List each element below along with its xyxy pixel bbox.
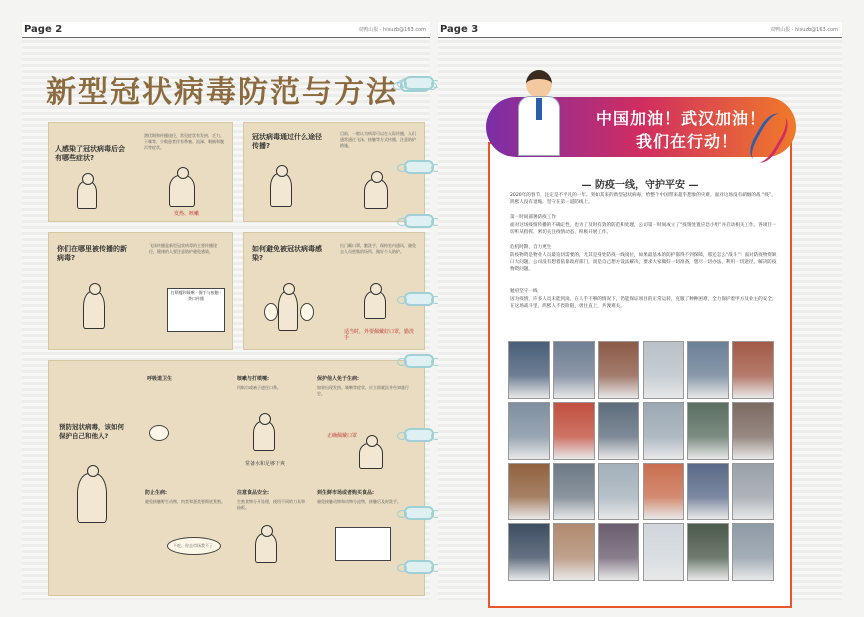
mask-decoration: [404, 506, 434, 520]
mouth-illustration: [149, 425, 169, 441]
page-3: [438, 22, 842, 600]
person-illustration: [359, 443, 383, 469]
panel-heading: 预防冠状病毒，该如何保护自己和他人?: [59, 423, 124, 440]
photo-thumbnail: [732, 402, 774, 460]
panel-heading: 你们在哪里被传播的新病毒?: [57, 245, 127, 262]
panel-text: 目前，一般认为病毒可以在人际传播，人们通常通过飞沫、接触等方式传播，注意防护措施。: [340, 131, 416, 148]
tip-heading: 防止生病:: [145, 490, 167, 496]
photo-thumbnail: [508, 463, 550, 521]
banner-line-1: 中国加油！武汉加油！: [596, 109, 767, 128]
mask-decoration: [404, 76, 434, 90]
tip-text: 生熟食物分开处理，使用不同的刀具和砧板。: [237, 499, 305, 510]
photo-thumbnail: [732, 463, 774, 521]
section-heading: 第一时间部署防疫工作: [510, 215, 556, 220]
photo-thumbnail: [643, 402, 685, 460]
section-heading: 勉府坚守一线: [510, 289, 538, 294]
photo-thumbnail: [553, 523, 595, 581]
tip-note: 常备水和足够干爽: [245, 461, 286, 467]
page-number: Page 3: [440, 24, 479, 35]
mask-decoration: [404, 560, 434, 574]
paragraph: 防疫物资是物业人员最迫切需要的，尤其是身处防疫一线岗位，如果最基本的防护都得不到保障，那还怎么“战斗”！面对防疫物资缺口大问题，公司没有想着依靠政府部门，而是自己想方设法解决，要求大家做好一切准备，想尽一切办法，利用一切途径，解决防疫物资问题。: [510, 253, 777, 273]
tip-note: 正确佩戴口罩: [327, 433, 358, 439]
info-panel-symptoms: [48, 122, 233, 222]
paragraph: 因为疫情，许多人员未能到岗，在人手不够的情况下，仍能保证项目的正常运转，克服了种种困难，全力保护着甲方及业主的安全。在这场战斗里，鸿熙人不畏险阻，勇往直上，共渡难关。: [510, 297, 777, 310]
page-title: 新型冠状病毒防范与方法: [46, 75, 398, 110]
panel-note: 发热、咳嗽: [174, 211, 200, 217]
panel-heading: 如何避免被冠状病毒感染?: [252, 245, 322, 262]
vendor-illustration: [278, 291, 298, 331]
panel-text: 飞沫传播是新型冠状病毒的主要传播途径，健康的人要注意防护避免感染。: [149, 243, 217, 254]
photo-thumbnail: [687, 402, 729, 460]
panel-heading: 冠状病毒通过什么途径传播?: [252, 133, 322, 150]
paragraph: 2020年的春节，注定是不平凡的一年。突如其来的新型冠状病毒，给整个中国带来超乎想象的灾难。面对这场没有硝烟的战 “疫”，鸿熙人没有退缩，坚守在第一道防线上。: [510, 193, 776, 206]
speech-text: 不吃、你去市场我不了: [173, 543, 213, 548]
tip-text: 避免接触动物和动物分泌物，接触后及时洗手。: [317, 499, 401, 504]
page-header: [438, 22, 842, 38]
sick-person-illustration: [169, 175, 195, 207]
mask-decoration: [404, 214, 434, 228]
photo-thumbnail: [553, 463, 595, 521]
photo-thumbnail: [732, 341, 774, 399]
source-line: 双鸭山报 · hisuzb@163.com: [770, 27, 838, 33]
photo-thumbnail: [643, 463, 685, 521]
photo-thumbnail: [553, 402, 595, 460]
photo-thumbnail: [687, 341, 729, 399]
tip-heading: 咳嗽与打喷嚏:: [237, 376, 270, 382]
photo-thumbnail: [553, 341, 595, 399]
info-panel-prevention: [243, 232, 425, 350]
page-header: [22, 22, 430, 38]
photo-thumbnail: [643, 341, 685, 399]
section-heading: 危机时期，自力更生: [510, 245, 552, 250]
transmission-sign: 打喷嚏和咳嗽 · 握手与接触 · 粪口传播: [167, 288, 225, 332]
mother-child-illustration: [77, 473, 107, 523]
panel-text: 潜伏期和传播途径，常见症状有发热、乏力、干咳等，少数患者伴有鼻塞、流涕、咽痛和腹泻等症状。: [144, 133, 224, 150]
tip-heading: 注意食品安全:: [237, 490, 270, 496]
panel-text: 出门戴口罩，勤洗手，保持室内通风，避免去人员密集的场所，做好个人防护。: [340, 243, 416, 254]
photo-thumbnail: [598, 463, 640, 521]
tip-text: 用纸巾或袖子遮住口鼻。: [237, 385, 281, 390]
mask-decoration: [404, 292, 434, 306]
photo-thumbnail: [598, 341, 640, 399]
photo-thumbnail: [508, 341, 550, 399]
banner-line-2: 我们在行动！: [636, 132, 739, 151]
person-illustration: [364, 291, 386, 319]
person-illustration: [364, 179, 388, 209]
panel-heading: 人感染了冠状病毒后会有哪些症状?: [55, 145, 125, 162]
info-panel-protection: [48, 360, 425, 596]
source-line: 双鸭山报 · hisuzb@163.com: [358, 27, 426, 33]
tip-text: 避免接触野生动物，肉类和蛋类要彻底煮熟。: [145, 499, 225, 504]
page-2: [22, 22, 430, 600]
paragraph: 面对这场疫情传播的不确定性，也为了及时有效的防范和处理，公司第一时间成立了“疫情处置应急小组”并启动相关工作。各项目一切听从指挥，密切关注疫情动态，积极开展工作。: [510, 223, 777, 236]
photo-thumbnail: [687, 463, 729, 521]
mask-decoration: [404, 428, 434, 442]
tip-heading: 到生鲜市场或者购买食品:: [317, 490, 375, 496]
basket-illustration: [264, 303, 278, 321]
photo-thumbnail: [732, 523, 774, 581]
photo-thumbnail: [643, 523, 685, 581]
info-panel-spread: [48, 232, 233, 350]
tip-heading: 呼吸道卫生: [147, 376, 173, 382]
photo-thumbnail: [687, 523, 729, 581]
mask-decoration: [404, 160, 434, 174]
basket-illustration: [300, 303, 314, 321]
page-number: Page 2: [24, 24, 63, 35]
photo-thumbnail: [508, 402, 550, 460]
photo-grid: [508, 341, 774, 581]
doctor-illustration: [516, 70, 562, 156]
photo-thumbnail: [598, 523, 640, 581]
tip-heading: 保护他人免于生病:: [317, 376, 360, 382]
photo-thumbnail: [598, 402, 640, 460]
mask-decoration: [404, 354, 434, 368]
tip-text: 如果出现发热、咳嗽等症状，应立即就医并告知旅行史。: [317, 385, 409, 396]
chef-illustration: [83, 291, 105, 329]
chef-illustration: [255, 533, 277, 563]
handwash-illustration: [253, 421, 275, 451]
market-illustration: [335, 527, 391, 561]
panel-note: 适当时，外要佩戴好口罩，勤洗手: [344, 329, 415, 341]
photo-thumbnail: [508, 523, 550, 581]
info-panel-transmission: [243, 122, 425, 222]
article-subtitle: — 防疫一线，守护平安 —: [581, 180, 699, 191]
person-illustration: [77, 181, 97, 209]
coughing-person-illustration: [270, 173, 292, 207]
